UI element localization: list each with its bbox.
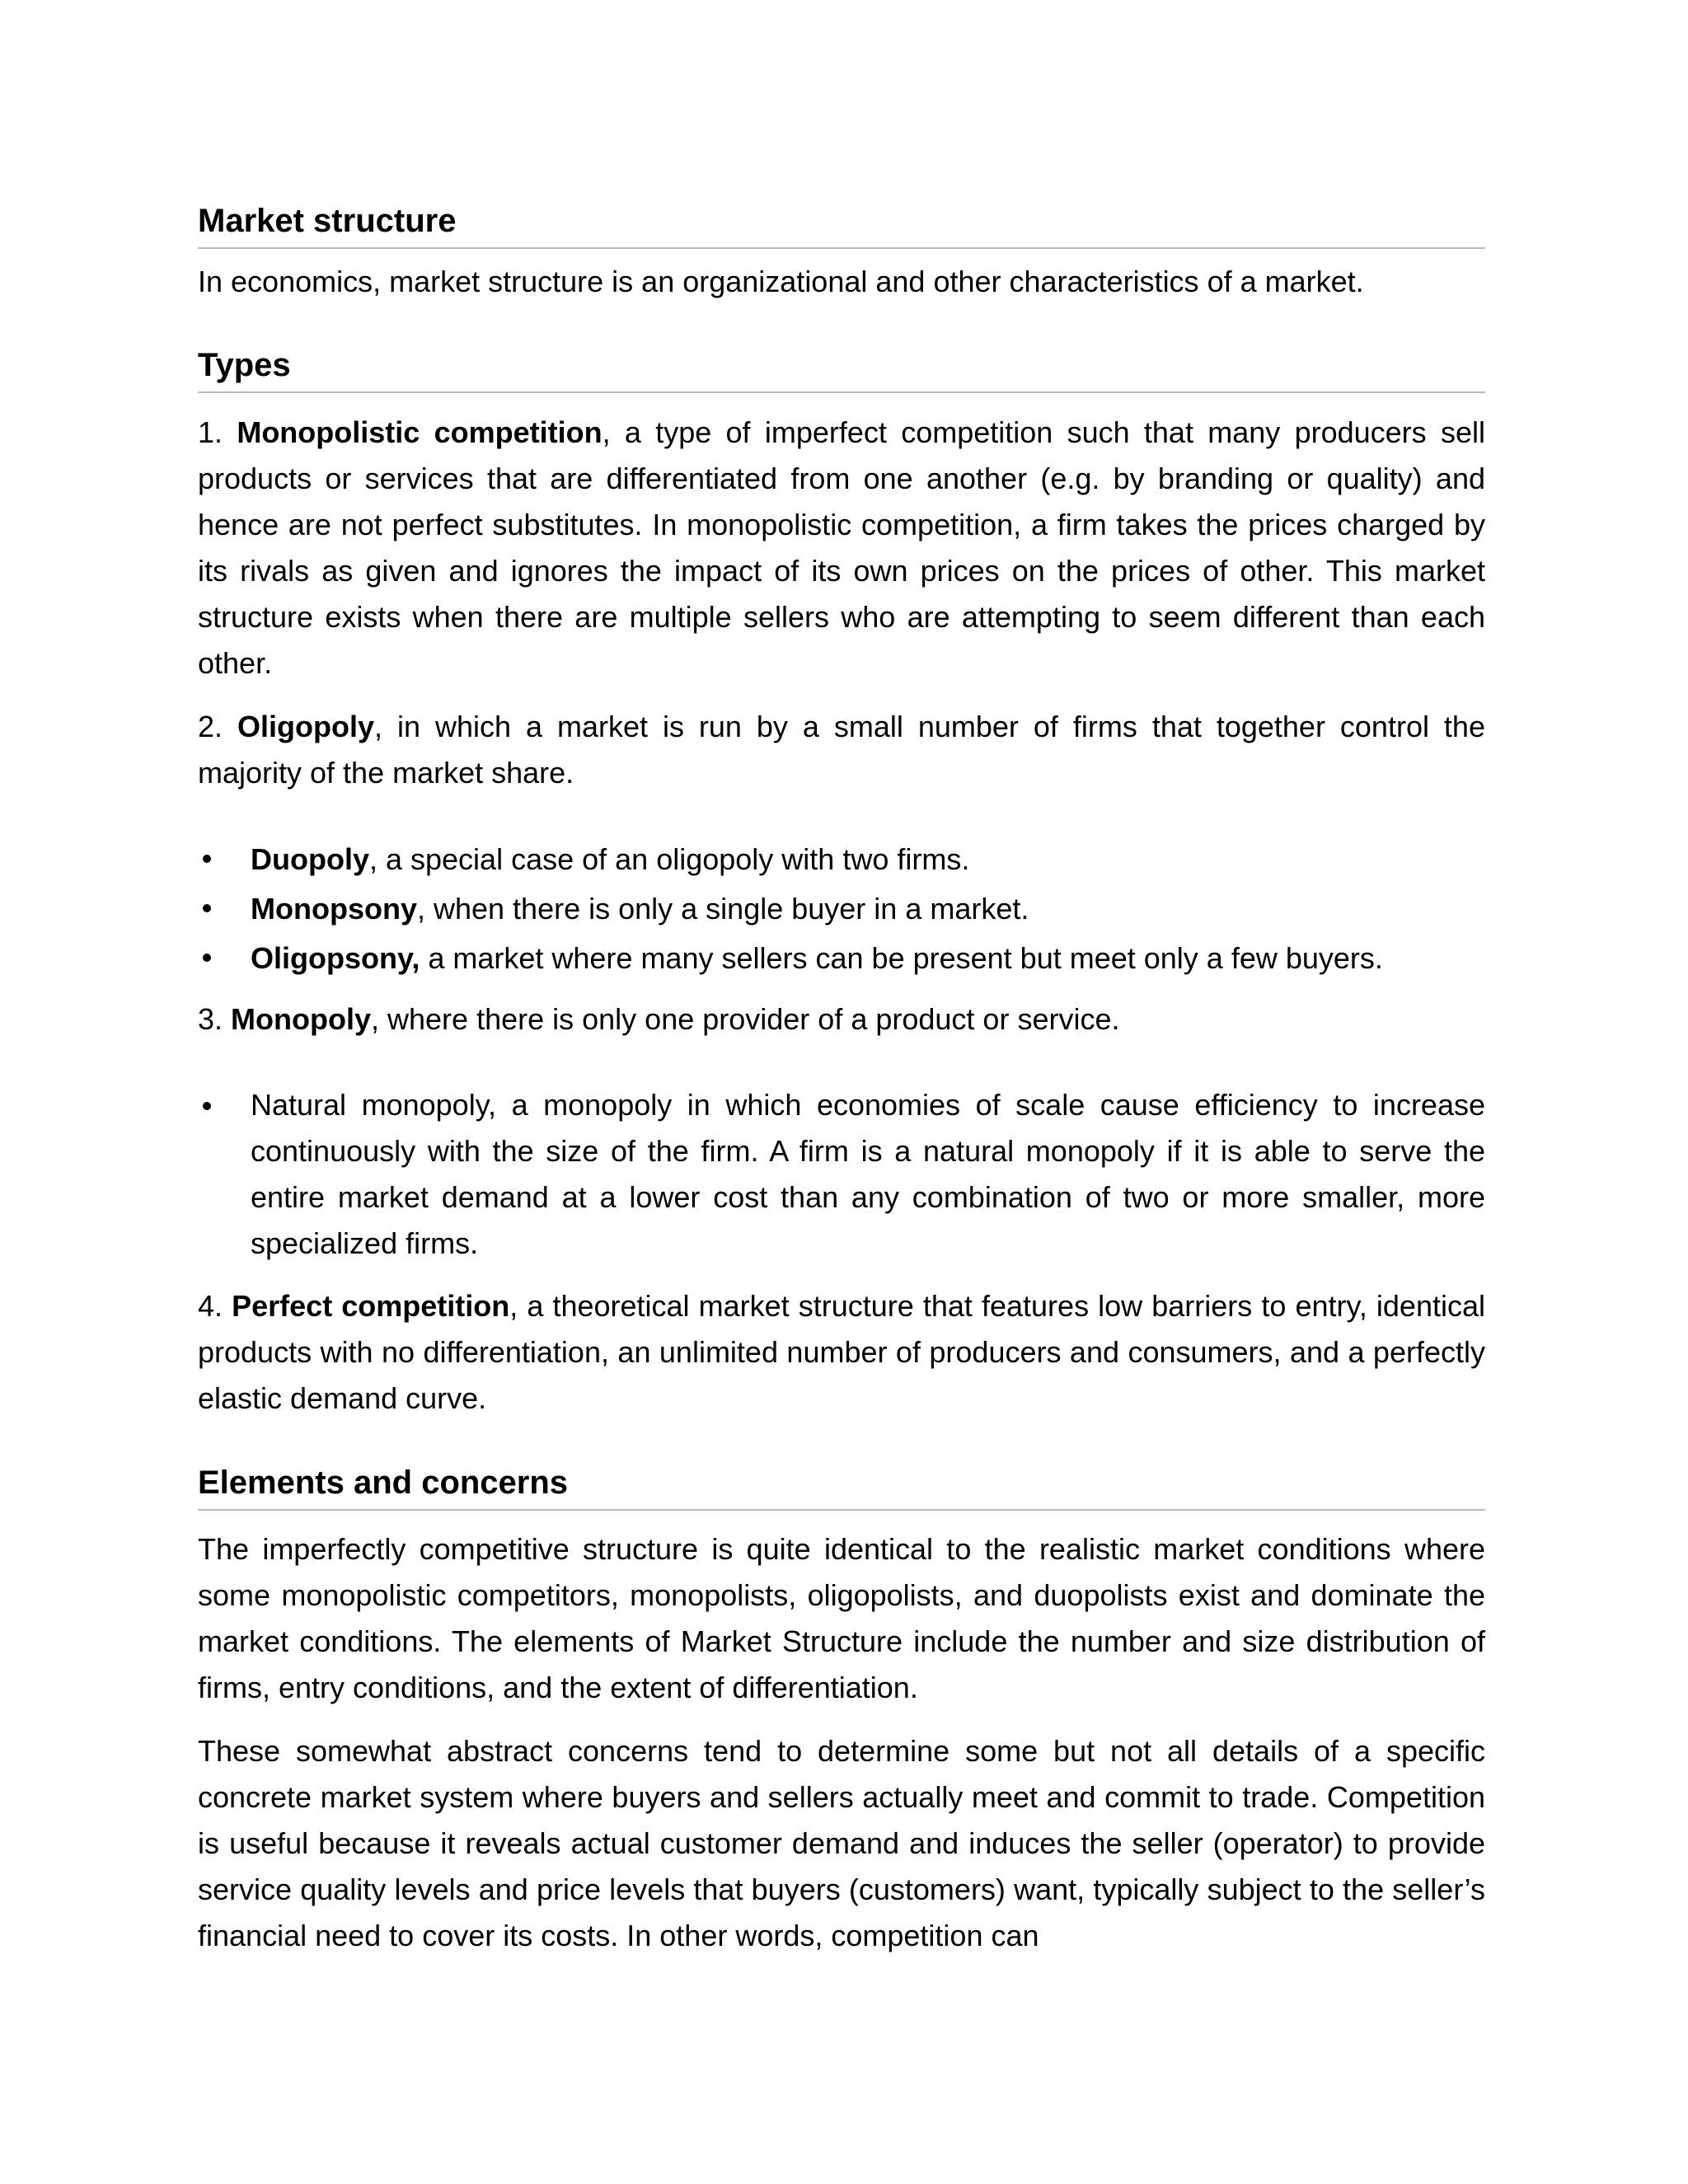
item-text: , a theoretical market structure that features low barriers to entry, identical products with no differentiation, an unlimited number of producers and consumers, and a perfectly elastic demand curve. bbox=[198, 1289, 1485, 1415]
heading-market-structure: Market structure bbox=[198, 199, 1485, 249]
item-text: , when there is only a single buyer in a market. bbox=[416, 892, 1029, 926]
heading-elements-and-concerns: Elements and concerns bbox=[198, 1461, 1485, 1511]
elements-paragraph-2: These somewhat abstract concerns tend to determine some but not all details of a specific concrete market system where buyers and sellers actually meet and commit to trade. Competition is useful because it reveals actual customer demand and induces the seller (operator) to provide service quality levels and price levels that buyers (customers) want, typically subject to the seller’s financial need to cover its costs. In other words, competition can bbox=[198, 1734, 1485, 1952]
bullet-icon bbox=[203, 1102, 211, 1110]
item-text: , a special case of an oligopoly with two firms. bbox=[368, 842, 970, 876]
monopoly-bullet-list bbox=[198, 1082, 1485, 1267]
item-text: a market where many sellers can be present but meet only a few buyers. bbox=[420, 941, 1383, 975]
item-number: 2. bbox=[198, 710, 223, 743]
heading-types: Types bbox=[198, 344, 1485, 393]
list-item bbox=[198, 934, 1485, 983]
intro-paragraph: In economics, market structure is an organizational and other characteristics of a market. bbox=[198, 265, 1364, 298]
item-term: Monopolistic competition bbox=[237, 415, 603, 449]
bullet-icon bbox=[203, 954, 211, 962]
item-text: Natural monopoly, a monopoly in which economies of scale cause efficiency to increase continuously with the size of the firm. A firm is a natural monopoly if it is able to serve the entire market demand at a lower cost than any combination of two or more smaller, more specialized firms. bbox=[251, 1088, 1485, 1260]
item-number: 3. bbox=[198, 1002, 223, 1036]
item-term: Oligopsony, bbox=[251, 941, 420, 975]
item-term: Oligopoly bbox=[237, 710, 374, 743]
item-term: Monopoly bbox=[231, 1002, 372, 1036]
type-item-2 bbox=[198, 704, 1485, 796]
item-number: 4. bbox=[198, 1289, 223, 1323]
bullet-icon bbox=[203, 904, 211, 912]
item-text: , where there is only one provider of a product or service. bbox=[371, 1002, 1120, 1036]
item-text: , a type of imperfect competition such that many producers sell products or services that are differentiated from one another (e.g. by branding or quality) and hence are not perfect substitutes. In monopolistic competition, a firm takes the prices charged by its rivals as given and ignores the impact of its own prices on the prices of other. This market structure exists when there are multiple sellers who are attempting to seem different than each other. bbox=[198, 415, 1485, 680]
list-item bbox=[198, 884, 1485, 934]
type-item-4 bbox=[198, 1283, 1485, 1422]
list-item bbox=[198, 835, 1485, 884]
item-number: 1. bbox=[198, 415, 223, 449]
item-term: Monopsony bbox=[251, 892, 417, 926]
bullet-icon bbox=[203, 855, 211, 863]
type-item-3 bbox=[198, 996, 1485, 1043]
oligopoly-bullet-list bbox=[198, 835, 1485, 983]
item-term: Duopoly bbox=[251, 842, 369, 876]
item-term: Perfect competition bbox=[232, 1289, 510, 1323]
list-item bbox=[198, 1082, 1485, 1267]
elements-paragraph-1: The imperfectly competitive structure is quite identical to the realistic market conditions where some monopolistic competitors, monopolists, oligopolists, and duopolists exist and dominate the market conditions. The elements of Market Structure include the number and size distribution of firms, entry conditions, and the extent of differentiation. bbox=[198, 1532, 1485, 1704]
item-text: , in which a market is run by a small number of firms that together control the majority of the market share. bbox=[198, 710, 1485, 790]
type-item-1 bbox=[198, 410, 1485, 687]
